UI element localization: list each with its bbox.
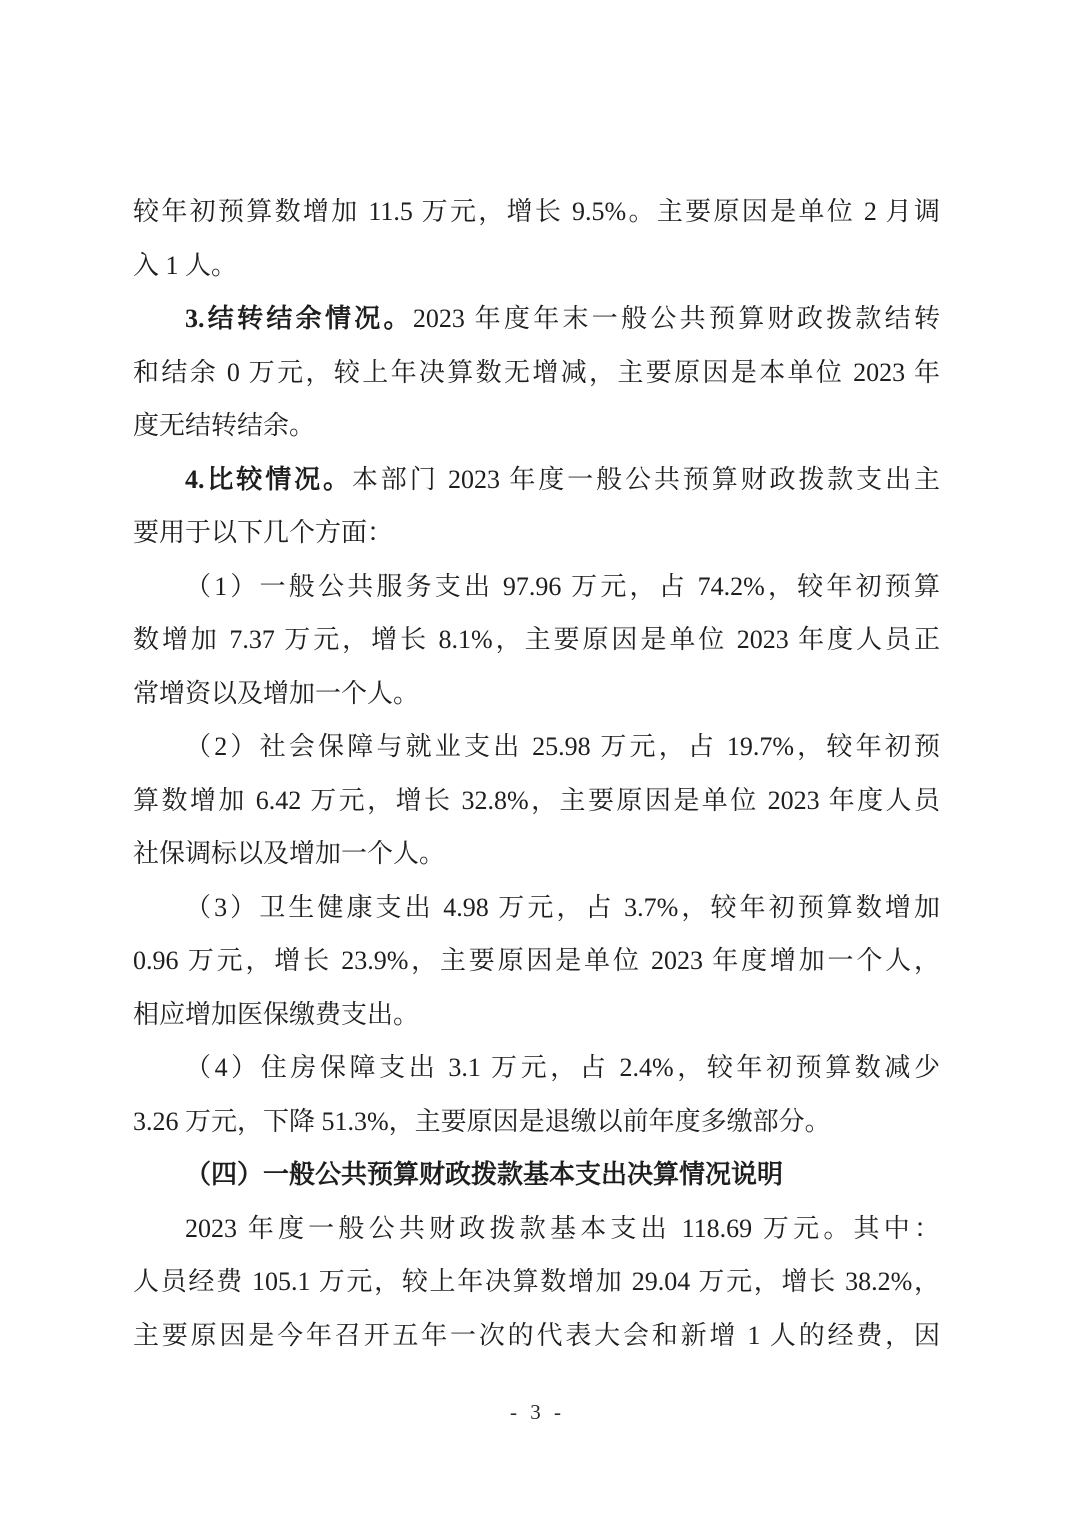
text-line: 入 1 人。 [133, 250, 238, 280]
text-line-heading-3 [133, 292, 940, 346]
heading-run: 3.结转结余情况。 [185, 304, 413, 333]
text-line-item-2: （2）社会保障与就业支出 25.98 万元，占 19.7%，较年初预 [185, 732, 940, 761]
page-number: - 3 - [510, 1400, 565, 1424]
text-line: 要用于以下几个方面： [133, 518, 394, 547]
text-line-item-1: （1）一般公共服务支出 97.96 万元，占 74.2%，较年初预算 [185, 571, 940, 601]
text-line: 算数增加 6.42 万元，增长 32.8%，主要原因是单位 2023 年度人员 [133, 785, 940, 815]
text-line: 人员经费 105.1 万元，较上年决算数增加 29.04 万元，增长 38.2%， [133, 1267, 940, 1296]
section-heading: （四）一般公共预算财政拨款基本支出决算情况说明 [185, 1160, 784, 1189]
text-run: 2023 年度年末一般公共预算财政拨款结转 [412, 304, 940, 333]
text-line: 2023 年度一般公共财政拨款基本支出 118.69 万元。其中： [185, 1213, 940, 1243]
text-run: 本部门 2023 年度一般公共预算财政拨款支出主 [351, 464, 940, 494]
text-line: 常增资以及增加一个人。 [133, 678, 420, 708]
text-line: 主要原因是今年召开五年一次的代表大会和新增 1 人的经费，因 [133, 1320, 940, 1350]
document-body [133, 185, 940, 1362]
text-line: 数增加 7.37 万元，增长 8.1%，主要原因是单位 2023 年度人员正 [133, 625, 940, 654]
text-line: 较年初预算数增加 11.5 万元，增长 9.5%。主要原因是单位 2 月调 [133, 197, 940, 226]
text-line: 3.26 万元，下降 51.3%，主要原因是退缴以前年度多缴部分。 [133, 1106, 831, 1136]
text-line: 和结余 0 万元，较上年决算数无增减，主要原因是本单位 2023 年 [133, 357, 940, 387]
text-line: 社保调标以及增加一个人。 [133, 839, 446, 868]
text-line: 0.96 万元，增长 23.9%，主要原因是单位 2023 年度增加一个人， [133, 946, 940, 975]
text-line-heading-4 [133, 453, 940, 507]
text-line: 相应增加医保缴费支出。 [133, 999, 420, 1029]
heading-run: 4.比较情况。 [185, 464, 352, 494]
text-line-item-4: （4）住房保障支出 3.1 万元，占 2.4%，较年初预算数减少 [185, 1053, 940, 1082]
text-line-item-3: （3）卫生健康支出 4.98 万元，占 3.7%，较年初预算数增加 [185, 892, 940, 922]
text-line: 度无结转结余。 [133, 411, 316, 440]
